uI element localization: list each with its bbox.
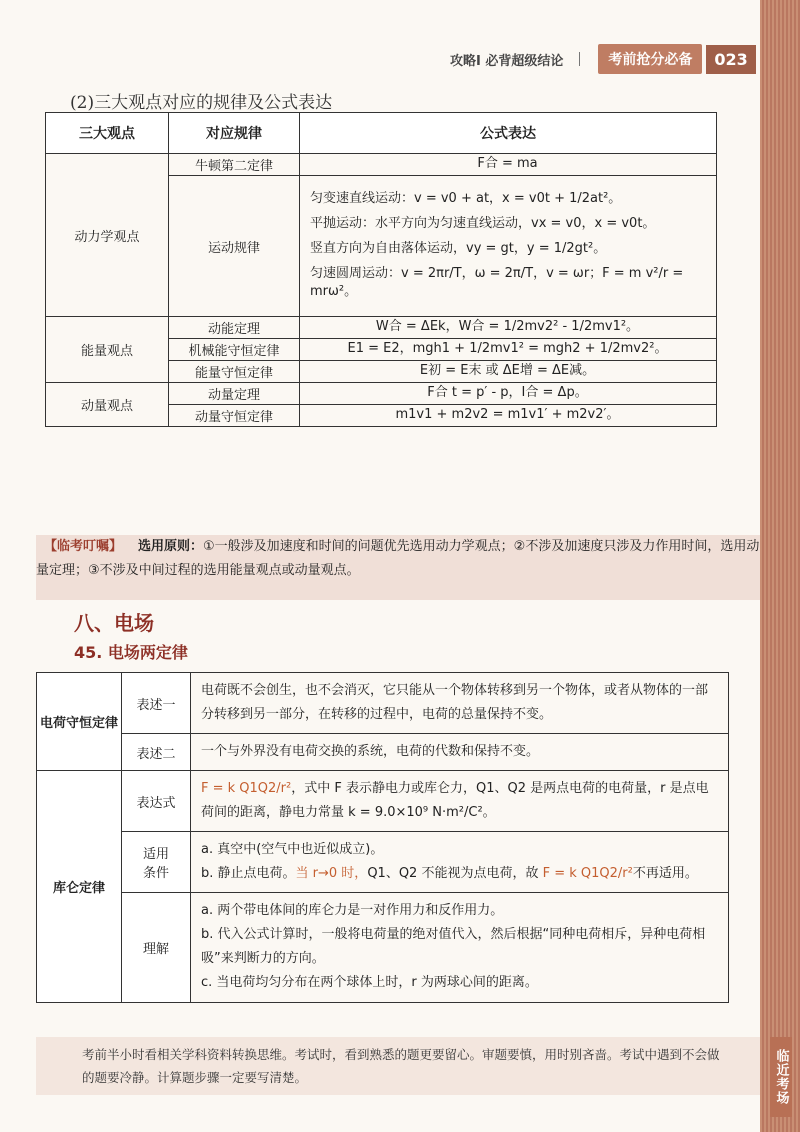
table-row (46, 317, 717, 339)
formula-cell: F合 t = p′ - p，I合 = Δp。 (300, 383, 717, 405)
formula-cell: W合 = ΔEk，W合 = 1/2mv2² - 1/2mv1²。 (300, 317, 717, 339)
condition-a: a. 真空中(空气中也近似成立)。 (201, 842, 384, 858)
dynamics-view-cell: 动力学观点 (46, 154, 169, 317)
page-number: 023 (706, 45, 755, 74)
coulomb-law-label: 库仑定律 (37, 771, 122, 1002)
formula-line: 匀速圆周运动：v = 2πr/T，ω = 2π/T，v = ωr；F = m v²/r = mrω²。 (310, 265, 684, 300)
section-title: (2)三大观点对应的规律及公式表达 (70, 93, 333, 113)
understanding-text (191, 893, 729, 1002)
tip-text: ①一般涉及加速度和时间的问题优先选用动力学观点；②不涉及加速度只涉及力作用时间，选用动量定理；③不涉及中间过程的选用能量观点或动量观点。 (36, 539, 760, 579)
statement2-label: 表述二 (122, 734, 191, 771)
understanding-c: c. 当电荷均匀分布在两个球体上时，r 为两球心间的距离。 (201, 975, 538, 991)
header-section-tab: 考前抢分必备 (598, 44, 702, 74)
momentum-view-cell: 动量观点 (46, 383, 169, 427)
condition-b-middle: Q1、Q2 不能视为点电荷，故 (367, 866, 543, 882)
header-divider (579, 52, 580, 66)
conditions-text (191, 832, 729, 893)
condition-b-suffix: 不再适用。 (632, 866, 698, 882)
rule-cell: 动量定理 (169, 383, 300, 405)
formula-cell: m1v1 + m2v2 = m1v1′ + m2v2′。 (300, 405, 717, 427)
rule-cell: 能量守恒定律 (169, 361, 300, 383)
bottom-note-box (36, 1037, 760, 1095)
page-header (450, 44, 756, 74)
table-row (37, 893, 729, 1002)
table-header-formula: 公式表达 (300, 113, 717, 154)
understanding-label: 理解 (122, 893, 191, 1002)
conditions-label-line1: 适用 (142, 847, 169, 863)
rule-cell: 机械能守恒定律 (169, 339, 300, 361)
tip-heading: 选用原则： (138, 539, 204, 554)
expression-detail: ，式中 F 表示静电力或库仑力，Q1、Q2 是两点电荷的电荷量，r 是点电荷间的距离，静电力常量 k = 9.0×10⁹ N·m²/C²。 (201, 781, 709, 821)
understanding-a: a. 两个带电体间的库仑力是一对作用力和反作用力。 (201, 903, 504, 919)
condition-b-formula: F = k Q1Q2/r² (542, 866, 633, 882)
table-row (46, 383, 717, 405)
table-row (46, 154, 717, 176)
understanding-b: b. 代入公式计算时，一般将电荷量的绝对值代入，然后根据“同种电荷相斥，异种电荷相吸”来判断力的方向。 (201, 927, 706, 967)
formula-cell (300, 176, 717, 317)
rule-cell: 牛顿第二定律 (169, 154, 300, 176)
conditions-label (122, 832, 191, 893)
formula-cell: E1 = E2，mgh1 + 1/2mv1² = mgh2 + 1/2mv2²。 (300, 339, 717, 361)
side-tag: 临近考场 (770, 1037, 792, 1117)
formula-line: 竖直方向为自由落体运动，vy = gt，y = 1/2gt²。 (310, 240, 607, 256)
statement1-label: 表述一 (122, 673, 191, 734)
table-row (37, 771, 729, 832)
conservation-law-label: 电荷守恒定律 (37, 673, 122, 771)
bottom-note-text: 考前半小时看相关学科资料转换思维。考试时，看到熟悉的题更要留心。审题要慎，用时别吝啬。考试中遇到不会做的题要冷静。计算题步骤一定要写清楚。 (82, 1047, 720, 1085)
tip-label: 【临考叮嘱】 (44, 539, 123, 554)
statement1-text: 电荷既不会创生，也不会消灭，它只能从一个物体转移到另一个物体，或者从物体的一部分转移到另一部分，在转移的过程中，电荷的总量保持不变。 (191, 673, 729, 734)
condition-b-highlight: 当 r→0 时， (295, 866, 368, 882)
formula-cell (300, 154, 717, 176)
electric-field-laws-table (36, 672, 729, 1003)
section8-title: 八、电场 (74, 611, 154, 635)
three-views-table (45, 112, 717, 427)
table-row (37, 734, 729, 771)
energy-view-cell: 能量观点 (46, 317, 169, 383)
conditions-label-line2: 条件 (142, 866, 169, 882)
rule-cell: 动能定理 (169, 317, 300, 339)
rule-cell: 动量守恒定律 (169, 405, 300, 427)
coulomb-formula: F = k Q1Q2/r² (201, 781, 292, 797)
formula-cell: E初 = E末 或 ΔE增 = ΔE减。 (300, 361, 717, 383)
table-header-row (46, 113, 717, 154)
table-row (37, 673, 729, 734)
table-row (37, 832, 729, 893)
formula-text: F合 = ma (477, 156, 538, 172)
condition-b-prefix: b. 静止点电荷。 (201, 866, 296, 882)
header-crumb: 攻略Ⅰ 必背超级结论 (450, 53, 564, 69)
expression-label: 表达式 (122, 771, 191, 832)
statement2-text: 一个与外界没有电荷交换的系统，电荷的代数和保持不变。 (191, 734, 729, 771)
formula-line: 匀变速直线运动：v = v0 + at，x = v0t + 1/2at²。 (310, 191, 622, 206)
table-header-view: 三大观点 (46, 113, 169, 154)
expression-text (191, 771, 729, 832)
table-header-rule: 对应规律 (169, 113, 300, 154)
formula-line: 平抛运动：水平方向为匀速直线运动，vx = v0，x = v0t。 (310, 215, 656, 231)
rule-cell: 运动规律 (169, 176, 300, 317)
page-edge-decoration (760, 0, 800, 1132)
condition-b (201, 862, 718, 886)
exam-tip-box (36, 535, 760, 600)
section45-title: 45. 电场两定律 (74, 643, 188, 662)
